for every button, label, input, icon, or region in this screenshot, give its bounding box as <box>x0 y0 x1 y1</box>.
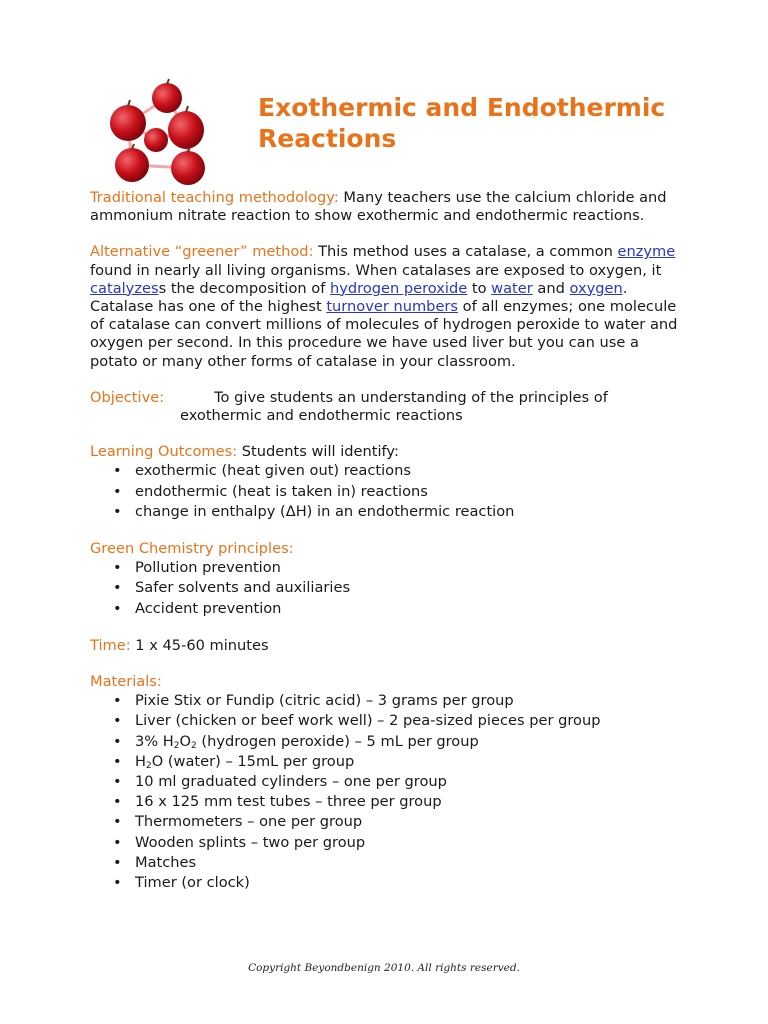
bullet-icon: • <box>113 692 122 710</box>
list-item <box>90 461 690 481</box>
section-text: This method uses a catalase, a common <box>313 243 618 261</box>
apple-molecule-icon <box>92 78 248 192</box>
section-label: Learning Outcomes: <box>90 443 238 461</box>
bullet-icon: • <box>113 752 122 770</box>
bullet-icon: • <box>113 462 122 480</box>
list-item-text: Wooden splints – two per group <box>135 833 366 851</box>
list-item-text: Pollution prevention <box>135 559 281 577</box>
bullet-icon: • <box>113 813 122 831</box>
list-item <box>90 853 690 873</box>
list-item <box>90 502 690 522</box>
list-item-text: Accident prevention <box>135 599 282 617</box>
list-item-text: 16 x 125 mm test tubes – three per group <box>135 793 442 811</box>
section-label: Materials: <box>90 673 162 691</box>
list-item-text: 10 ml graduated cylinders – one per group <box>135 773 447 791</box>
list-item <box>90 599 690 619</box>
bullet-icon: • <box>113 833 122 851</box>
bullet-icon: • <box>113 712 122 730</box>
list-item <box>90 691 690 711</box>
objective-text: To give students an understanding of the principles of <box>214 388 608 406</box>
time-section <box>90 637 690 655</box>
formula-text: H <box>135 752 146 770</box>
formula-text: O <box>179 732 191 750</box>
list-item-text <box>135 753 354 770</box>
formula-subscript: 2 <box>145 760 152 771</box>
bullet-icon: • <box>113 732 122 750</box>
outcomes-section <box>90 443 690 522</box>
list-item <box>90 578 690 598</box>
alternative-section <box>90 243 690 370</box>
bullet-icon: • <box>113 579 122 597</box>
section-label: Alternative “greener” method: <box>90 243 314 261</box>
link-water[interactable]: water <box>491 279 533 297</box>
objective-text: exothermic and endothermic reactions <box>180 407 463 425</box>
document-body <box>90 189 690 893</box>
link-oxygen[interactable]: oxygen <box>569 279 623 297</box>
materials-list <box>90 691 690 893</box>
list-item-text: Timer (or clock) <box>135 874 250 892</box>
section-text: to <box>467 279 492 297</box>
section-text: s the decomposition of <box>158 279 330 297</box>
list-item-text: Pixie Stix or Fundip (citric acid) – 3 grams per group <box>135 692 514 710</box>
list-item-text: Thermometers – one per group <box>135 813 363 831</box>
section-text: Many teachers use the calcium chloride and ammonium nitrate reaction to show exothermic and endothermic reactions. <box>90 189 667 225</box>
list-item <box>90 732 690 752</box>
objective-section <box>90 389 690 425</box>
link-turnover-numbers[interactable]: turnover numbers <box>326 298 459 316</box>
formula-subscript: 2 <box>191 740 197 751</box>
link-hydrogen-peroxide[interactable]: hydrogen peroxide <box>329 279 468 297</box>
formula-text: 3% H <box>135 732 174 750</box>
bullet-icon: • <box>113 773 122 791</box>
section-text: found in nearly all living organisms. When catalases are exposed to oxygen, it <box>90 261 662 279</box>
bullet-icon: • <box>113 599 122 617</box>
list-item <box>90 482 690 502</box>
list-item-text: exothermic (heat given out) reactions <box>135 462 411 480</box>
principles-section <box>90 540 690 619</box>
formula-subscript: 2 <box>173 740 180 751</box>
section-text: of all enzymes; one molecule of catalase can convert millions of molecules of hydrogen peroxide to water and oxygen per second. In this procedure we have used liver but you can use a potato or many other forms of catalase in your classroom. <box>90 298 678 370</box>
list-item <box>90 833 690 853</box>
bullet-icon: • <box>113 853 122 871</box>
section-label: Time: <box>90 636 131 654</box>
principles-list <box>90 558 690 619</box>
list-item-text: Safer solvents and auxiliaries <box>135 579 351 597</box>
list-item-text: endothermic (heat is taken in) reactions <box>135 482 428 500</box>
bullet-icon: • <box>113 482 122 500</box>
section-text: Students will identify: <box>237 443 399 461</box>
list-item <box>90 558 690 578</box>
formula-text: (hydrogen peroxide) – 5 mL per group <box>196 732 479 750</box>
list-item-text: Matches <box>135 853 197 871</box>
formula-text: O (water) – 15mL per group <box>151 752 355 770</box>
list-item <box>90 873 690 893</box>
page-title: Exothermic and Endothermic Reactions <box>258 93 666 153</box>
section-label: Traditional teaching methodology: <box>90 189 339 206</box>
list-item <box>90 752 690 772</box>
list-item-text <box>135 733 479 750</box>
section-text: . Catalase has one of the highest <box>90 279 628 316</box>
section-text: and <box>532 279 570 297</box>
list-item <box>90 812 690 832</box>
list-item-text: change in enthalpy (ΔH) in an endothermic reaction <box>135 502 515 520</box>
traditional-section <box>90 189 690 225</box>
bullet-icon: • <box>113 559 122 577</box>
materials-section <box>90 673 690 893</box>
outcomes-list <box>90 461 690 522</box>
link-enzyme[interactable]: enzyme <box>617 243 676 261</box>
copyright-footer: Copyright Beyondbenign 2010. All rights reserved. <box>248 962 520 974</box>
section-label: Green Chemistry principles: <box>90 540 294 558</box>
section-text: 1 x 45-60 minutes <box>130 636 269 654</box>
list-item-text: Liver (chicken or beef work well) – 2 pea-sized pieces per group <box>135 712 601 730</box>
list-item <box>90 711 690 731</box>
bullet-icon: • <box>113 502 122 520</box>
list-item <box>90 792 690 812</box>
bullet-icon: • <box>113 874 122 892</box>
bullet-icon: • <box>113 793 122 811</box>
link-catalyzes[interactable]: catalyzes <box>90 279 159 297</box>
section-label: Objective: <box>90 388 165 406</box>
list-item <box>90 772 690 792</box>
